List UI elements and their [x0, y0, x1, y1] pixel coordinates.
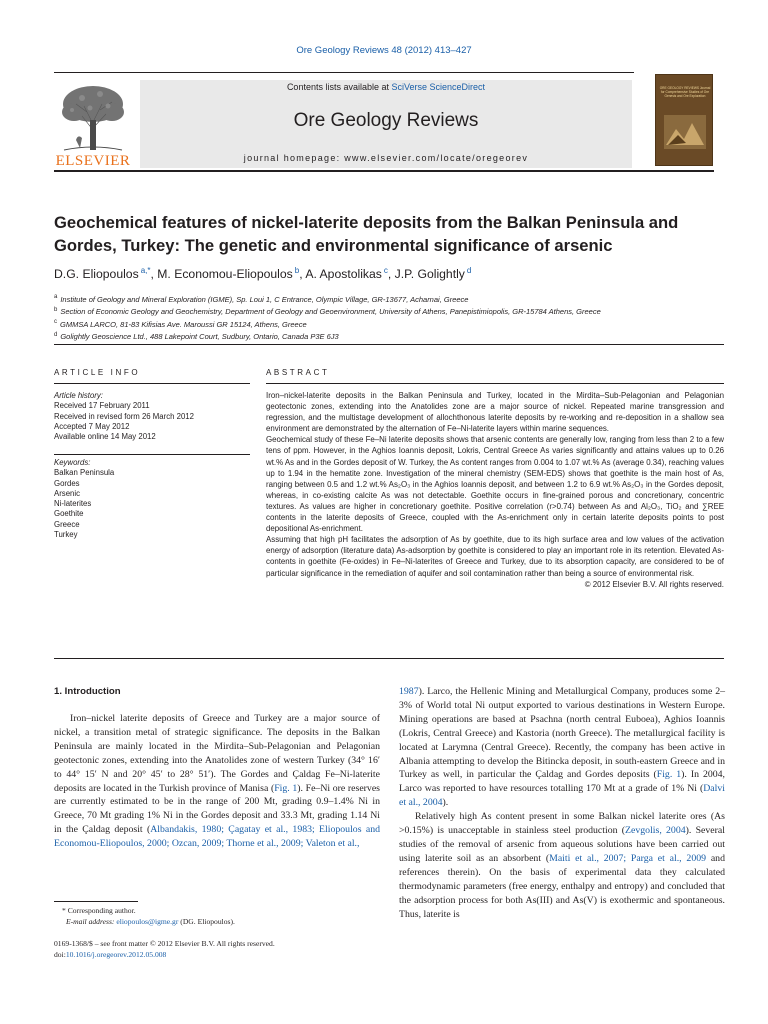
body-paragraph: Iron–nickel laterite deposits of Greece and Turkey are a major source of nickel, a transition metal of strategic significance. The deposits in the Balkan Peninsula are mainly located in the Mirdita–Sub-Pelagonian and Pelagonian geotectonic zones, extending into the Anatolides zone of western Turkey (34° 16′ to 44° 15′ N and 20° 45′ to 28° 51′). The Gordes and Çaldag Fe–Ni-laterite deposits are located in the Turkish province of Manisa (Fig. 1). Fe–Ni ore reserves are currently estimated to be in the range of 200 Mt, grading 0.9–1.4% Ni in Greece, 70 Mt grading 1% Ni in the Gordes deposit and 33.3 Mt, grading 1.14 Ni in the Çaldag deposit (Albandakis, 1980; Çagatay et al., 1983; Eliopoulos and Economou-Eliopoulos, 2000; Ozcan, 2009; Thorne et al., 2009; Valeton et al.,: [54, 713, 380, 850]
body-paragraph: 1987). Larco, the Hellenic Mining and Metallurgical Company, produces some 2–3% of World total Ni output exported to various destinations in Western Europe. Mining operations are based at Psachna (north central Euboea), Aghios Ioannis (Lokris, Central Greece) and Kastoria (north Greece). The metallurgical facility is located at Larymna (Central Greece). Recently, the company has been active in Albania attempting to develop the Bitincka deposit, in south-eastern Greece and in Turkey as well, in particular the Çaldag and Gordes deposits (Fig. 1). In 2004, Larco was reported to have resources totalling 170 Mt at a grade of 1% Ni (Dalvi et al., 2004).: [399, 686, 725, 809]
author-separator: ,: [299, 267, 306, 282]
article-history: [54, 391, 249, 442]
introduction-heading: 1. Introduction: [54, 686, 121, 697]
header-bottom-rule: [54, 170, 714, 172]
author-affiliation-marker[interactable]: a,*: [140, 266, 151, 275]
journal-homepage[interactable]: journal homepage: www.elsevier.com/locate/oregeorev: [243, 153, 529, 163]
footnote-rule: [54, 901, 138, 902]
author-separator: ,: [387, 267, 395, 282]
copyright-notice: © 2012 Elsevier B.V. All rights reserved.: [584, 579, 724, 589]
issn-line: 0169-1368/$ – see front matter © 2012 Elsevier B.V. All rights reserved.: [54, 939, 275, 948]
body-paragraph: Relatively high As content present in some Balkan nickel laterite ores (As >0.15%) is unacceptable in stainless steel production (Zevgolis, 2004). Several studies of the removal of arsenic from aqueous solutions have been carried out using laterite soil as an absorbent (Maiti et al., 2007; Parga et al., 2009 and references therein). On the basis of experimental data they calculated thermodynamic parameters (free energy, enthalpy and entropy) and concluded that the adsorption process for both As(III) and As(V) is exothermic and spontaneous. Thus, laterite is: [399, 811, 725, 920]
author-affiliation-marker[interactable]: d: [466, 266, 472, 275]
figure-link[interactable]: Fig. 1: [656, 769, 682, 781]
cover-title-text: ORE GEOLOGY REVIEWS Journal for Comprehensive Studies of Ore Genesis and Ore Exploration: [659, 86, 711, 98]
reference-link[interactable]: Maiti et al., 2007; Parga et al., 2009: [549, 852, 707, 864]
doi-line: doi:10.1016/j.oregeorev.2012.05.008: [54, 950, 167, 959]
author-name[interactable]: M. Economou-Eliopoulos: [157, 267, 293, 282]
affiliation-text: GMMSA LARCO, 81-83 Kifisias Ave. Maroussi GR 15124, Athens, Greece: [60, 319, 307, 329]
history-item: Received in revised form 26 March 2012: [54, 411, 194, 421]
affiliation-marker: b: [54, 306, 58, 313]
body-column-left: [54, 712, 380, 851]
sciencedirect-link[interactable]: SciVerse ScienceDirect: [391, 82, 486, 92]
affiliation-marker: c: [54, 319, 57, 325]
reference-link[interactable]: Dalvi et al., 2004: [399, 783, 725, 809]
author-name[interactable]: J.P. Golightly: [394, 267, 465, 282]
affiliation-item: [54, 330, 724, 343]
keyword-item: Gordes: [54, 478, 80, 488]
keyword-item: Ni-laterites: [54, 499, 92, 509]
abstract-bottom-rule: [54, 658, 724, 659]
affiliation-marker: d: [54, 331, 58, 338]
affiliation-rule: [54, 344, 724, 345]
keyword-item: Turkey: [54, 530, 78, 540]
issn-doi-block: [54, 938, 380, 960]
abstract-text: [266, 390, 724, 590]
corresponding-author-footnote: [54, 905, 380, 927]
keyword-item: Greece: [54, 519, 80, 529]
journal-cover-thumbnail[interactable]: [655, 74, 713, 166]
cover-art-icon: [664, 115, 706, 149]
elsevier-wordmark: ELSEVIER: [55, 153, 131, 169]
keyword-item: Arsenic: [54, 488, 80, 498]
email-link[interactable]: eliopoulos@igme.gr: [116, 917, 179, 926]
keywords-block: [54, 458, 249, 540]
abstract-paragraph: Iron–nickel-laterite deposits in the Balkan Peninsula and Turkey, located in the Mirdita–Sub-Pelagonian and Pelagonian geotectonic zones, extending into the Anatolides zone are a major source of nickel. Repeated marine transgression and regression, and the multistage development of allochthonous laterite deposits by re-working and re-deposition in a shallow sea environment are demonstrated by the alternation of Fe–Ni-laterite layers within marine sequences.: [266, 391, 724, 434]
affiliation-item: [54, 305, 724, 318]
abstract-label: ABSTRACT: [266, 368, 330, 377]
corresponding-author: * Corresponding author.: [62, 906, 136, 915]
author-affiliation-marker[interactable]: c: [383, 266, 388, 275]
affiliation-text: Golightly Geoscience Ltd., 488 Lakepoint Court, Sudbury, Ontario, Canada P3E 6J3: [60, 332, 339, 341]
history-rule: [54, 454, 250, 455]
keyword-item: Balkan Peninsula: [54, 468, 115, 478]
email-line: E-mail address: eliopoulos@igme.gr (DG. Eliopoulos).: [66, 917, 235, 926]
journal-name: Ore Geology Reviews: [293, 110, 479, 131]
abstract-paragraph: Assuming that high pH facilitates the adsorption of As by goethite, due to its high surface area and low values of the activation energy of adsorption (literature data) As-adsorption by goethite is considered to play an important role in its retention. Elevated As-contents in goethite (Fe-oxides) in Fe–Ni-laterites of Greece and Turkey, due to its absorption capacity, are considered to be of particular significance in the remediation of aquifer and soil contamination rather than being a source of environmental risk.: [266, 535, 724, 578]
author-separator: ,: [150, 267, 158, 282]
affiliation-item: [54, 292, 724, 305]
body-column-right: [399, 685, 725, 921]
journal-citation[interactable]: Ore Geology Reviews 48 (2012) 413–427: [296, 45, 472, 56]
keyword-item: Goethite: [54, 509, 84, 519]
abstract-rule: [266, 383, 724, 384]
header-top-rule: [54, 72, 634, 73]
author-name[interactable]: A. Apostolikas: [305, 267, 382, 282]
history-item: Received 17 February 2011: [54, 401, 150, 411]
author-name[interactable]: D.G. Eliopoulos: [54, 267, 139, 282]
abstract-paragraph: Geochemical study of these Fe–Ni laterite deposits shows that arsenic contents are generally low, ranging from less than 2 to a few tens of ppm. However, in the Aghios Ioannis deposit, Lokris, Central Greece As varies significantly and attains values up to 0.26 wt.% As and in the Gordes deposit of W. Turkey, the As content ranges from 0.004 to 1.07 wt.% As (average 0.34), reaching values up to 1.94 in the hematite zone. Investigation of the mineral chemistry (SEM-EDS) shows that goethite is the main host of As, ranging between 0.5 and 1.2 wt.% As₂O₃ in the Aghios Ioannis deposit, and between 1.2 to 6.9 wt.% As₂O₃ in the Gordes deposit, whereas, in co-existing calcite As was not detectable. Goethite occurs in fine-grained porous and concretionary, concentric textures. As values are higher in concretionary goethite. Positive correlation (r>0.74) between As and Al₂O₃, TiO₂ and ∑REE contents in the laterite deposits of Greece, coupled with the As-enrichment only in certain laterite deposits points to post depositional As-enrichment.: [266, 435, 724, 534]
history-item: Available online 14 May 2012: [54, 432, 156, 442]
author-list: [54, 266, 724, 281]
reference-link[interactable]: Albandakis, 1980; Çagatay et al., 1983; Eliopoulos and Economou-Eliopoulos, 2000; Ozcan, 2009; Thorne et al., 2009; Valeton et al.,: [54, 824, 380, 850]
reference-link[interactable]: Zevgolis, 2004: [625, 825, 686, 837]
affiliation-marker: a: [54, 294, 58, 300]
figure-link[interactable]: Fig. 1: [274, 782, 298, 794]
affiliation-item: [54, 317, 724, 330]
history-item: Accepted 7 May 2012: [54, 421, 130, 431]
article-title: Geochemical features of nickel-laterite deposits from the Balkan Peninsula and Gordes, Turkey: The genetic and environmental significance of arsenic: [54, 213, 679, 255]
author-affiliation-marker[interactable]: b: [294, 266, 300, 275]
affiliation-text: Institute of Geology and Mineral Exploration (IGME), Sp. Loui 1, C Entrance, Olympic Village, GR-13677, Acharnai, Greece: [60, 294, 469, 304]
contents-available-line: Contents lists available at SciVerse ScienceDirect: [286, 82, 486, 92]
doi-link[interactable]: 10.1016/j.oregeorev.2012.05.008: [65, 950, 167, 959]
article-info-label: ARTICLE INFO: [54, 368, 141, 377]
affiliation-text: Section of Economic Geology and Geochemistry, Department of Geology and Geoenvironment, University of Athens, Panepistimiopolis, GR-15784 Athens, Greece: [60, 307, 601, 316]
affiliation-list: [54, 292, 724, 342]
article-info-rule: [54, 383, 250, 384]
keywords-header: Keywords:: [54, 458, 91, 467]
reference-link[interactable]: 1987: [399, 686, 419, 697]
article-history-header: Article history:: [54, 391, 103, 400]
